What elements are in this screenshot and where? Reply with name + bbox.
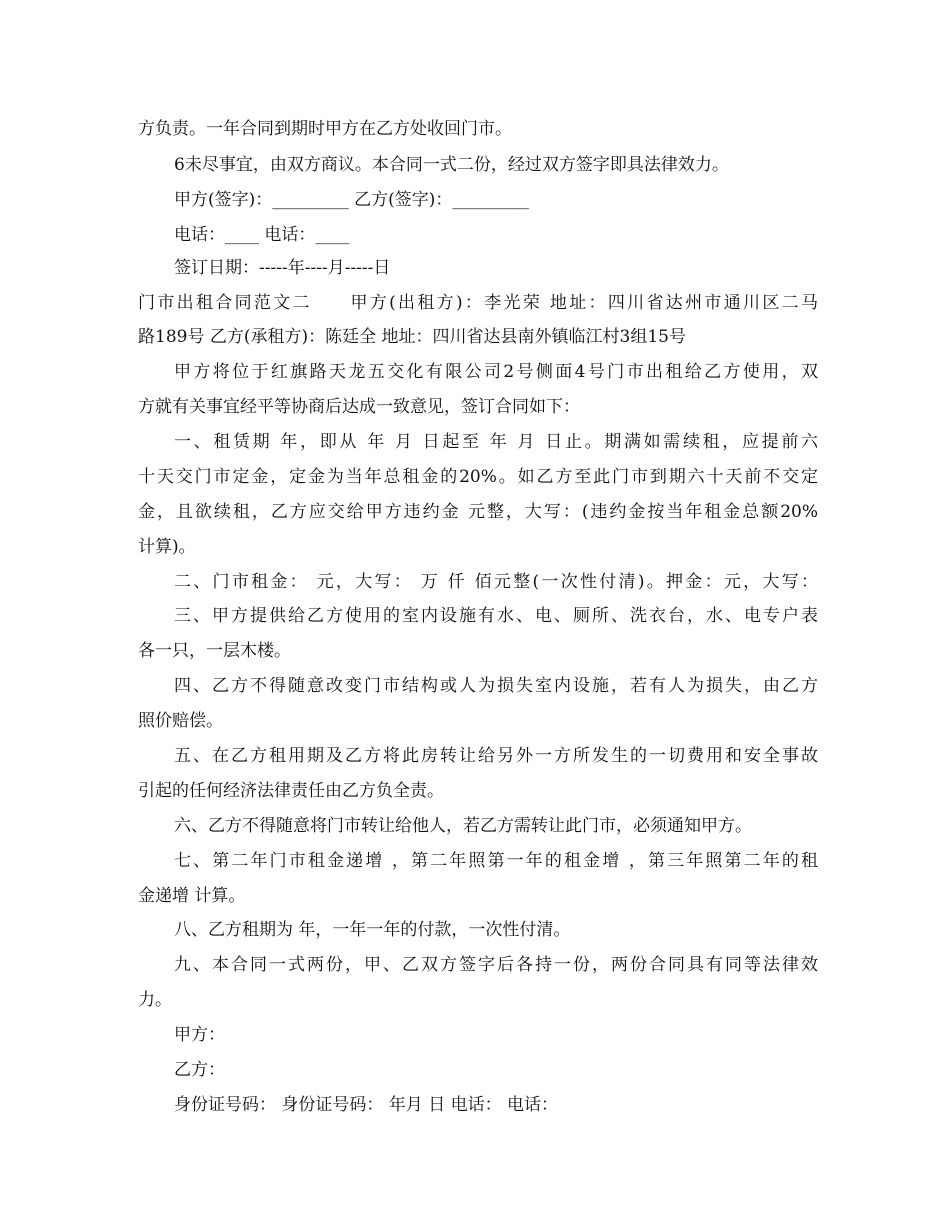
clause-line: 七、第二年门市租金递增 ，第二年照第一年的租金增 ，第三年照第二年的租 (174, 851, 818, 871)
text-line: 路189号 乙方(承租方)：陈廷全 地址：四川省达县南外镇临江村3组15号 (138, 327, 686, 347)
text-line: 6未尽事宜，由双方商议。本合同一式二份，经过双方签字即具法律效力。 (174, 155, 729, 175)
clause-line: 五、在乙方租用期及乙方将此房转让给另外一方所发生的一切费用和安全事故 (174, 746, 818, 766)
text-line: 各一只，一层木楼。 (138, 641, 291, 661)
text-line: 方负责。一年合同到期时甲方在乙方处收回门市。 (138, 119, 512, 139)
signature-line: 甲方(签字)：_________ 乙方(签字)：_________ (174, 190, 529, 210)
party-a-line: 甲方： (174, 1025, 225, 1045)
party-b-line: 乙方： (174, 1060, 225, 1080)
clause-line: 二、门市租金： 元，大写： 万 仟 佰元整(一次性付清)。押金：元，大写： (174, 572, 818, 592)
phone-line: 电话：____ 电话：____ (174, 225, 350, 245)
text-line: 引起的任何经济法律责任由乙方负全责。 (138, 781, 444, 801)
text-line: 方就有关事宜经平等协商后达成一致意见，签订合同如下： (138, 397, 580, 417)
text-line: 甲方将位于红旗路天龙五交化有限公司2号侧面4号门市出租给乙方使用，双 (174, 362, 818, 382)
text-line: 金，且欲续租，乙方应交给甲方违约金 元整，大写：(违约金按当年租金总额20% (138, 502, 818, 522)
section-title-line: 门市出租合同范文二 甲方(出租方)：李光荣 地址：四川省达州市通川区二马 (138, 293, 818, 313)
text-line: 十天交门市定金，定金为当年总租金的20%。如乙方至此门市到期六十天前不交定 (138, 467, 818, 487)
sign-date-line: 签订日期：-----年----月-----日 (174, 258, 391, 278)
clause-line: 一、租赁期 年，即从 年 月 日起至 年 月 日止。期满如需续租，应提前六 (174, 432, 818, 452)
clause-line: 六、乙方不得随意将门市转让给他人，若乙方需转让此门市，必须通知甲方。 (174, 816, 752, 836)
text-line: 金递增 计算。 (138, 886, 246, 906)
text-line: 计算)。 (138, 537, 196, 557)
clause-line: 三、甲方提供给乙方使用的室内设施有水、电、厕所、洗衣台，水、电专户表 (174, 606, 818, 626)
text-line: 照价赔偿。 (138, 711, 223, 731)
text-line: 力。 (138, 990, 172, 1010)
id-phone-line: 身份证号码： 身份证号码： 年月 日 电话： 电话： (174, 1095, 559, 1115)
clause-line: 九、本合同一式两份，甲、乙双方签字后各持一份，两份合同具有同等法律效 (174, 955, 818, 975)
clause-line: 四、乙方不得随意改变门市结构或人为损失室内设施，若有人为损失，由乙方 (174, 676, 818, 696)
clause-line: 八、乙方租期为 年，一年一年的付款，一次性付清。 (174, 920, 571, 940)
